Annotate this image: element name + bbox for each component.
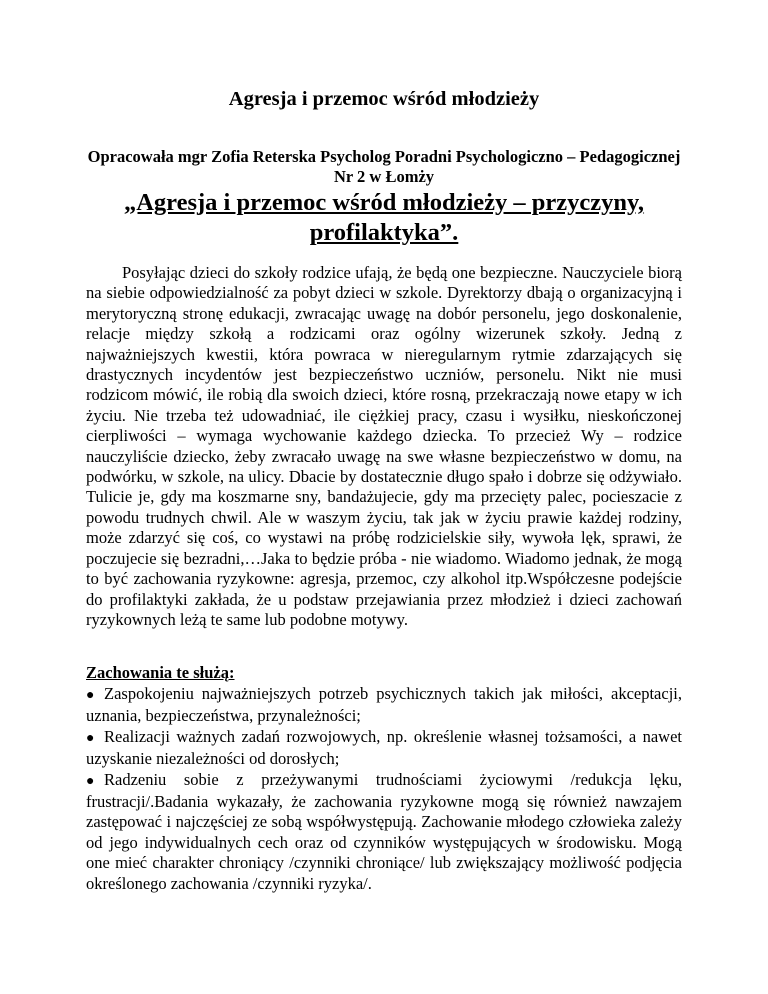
bullet-icon: ● bbox=[86, 688, 95, 703]
list-item bbox=[86, 684, 682, 727]
bullet-list bbox=[86, 684, 682, 894]
list-item-text: Radzeniu sobie z przeżywanymi trudnościami życiowymi /redukcja lęku, frustracji/.Badania wykazały, że zachowania ryzykowne mogą się również nawzajem zastępować i najczęściej ze sobą współwystępują. Zachowanie młodego człowieka zależy od jego indywidualnych cech oraz od czynników występujących w środowisku. Mogą one mieć charakter chroniący /czynniki chroniące/ lub zwiększający możliwość podjęcia określonego zachowania /czynniki ryzyka/. bbox=[86, 769, 682, 893]
intro-paragraph: Posyłając dzieci do szkoły rodzice ufają, że będą one bezpieczne. Nauczyciele biorą na siebie odpowiedzialność za pobyt dzieci w szkole. Dyrektorzy dbają o organizacyjną i merytoryczną stronę edukacji, zwracając uwagę na dobór personelu, jego doskonalenie, relacje między szkołą a rodzicami oraz ogólny wizerunek szkoły. Jedną z najważniejszych kwestii, która powraca w nieregularnym rytmie zdarzających się drastycznych incydentów jest bezpieczeństwo uczniów, personelu. Nikt nie musi rodzicom mówić, ile robią dla swoich dzieci, które rosną, przekraczają nowe etapy w ich życiu. Nie trzeba też udowadniać, ile ciężkiej pracy, czasu i wysiłku, nieskończonej cierpliwości – wymaga wychowanie każdego dziecka. To przecież Wy – rodzice nauczyliście dziecko, żeby zwracało uwagę na swe własne bezpieczeństwo w domu, na podwórku, w szkole, na ulicy. Dbacie by dostatecznie długo spało i dobrze się odżywiało. Tulicie je, gdy ma koszmarne sny, bandażujecie, gdy ma przecięty palec, pocieszacie z powodu trudnych chwil. Ale w waszym życiu, tak jak w życiu prawie każdej rodziny, może zdarzyć się coś, co wystawi na próbę rodzicielskie siły, wywoła lęk, sprawi, że poczujecie się bezradni,…Jaka to będzie próba - nie wiadomo. Wiadomo jednak, że mogą to być zachowania ryzykowne: agresja, przemoc, czy alkohol itp.Współczesne podejście do profilaktyki zakłada, że u podstaw przejawiania przez młodzież i dzieci zachowań ryzykownych leżą te same lub podobne motywy. bbox=[86, 263, 682, 629]
list-item bbox=[86, 727, 682, 770]
list-item bbox=[86, 770, 682, 894]
bullet-icon: ● bbox=[86, 730, 95, 746]
subtitle: „Agresja i przemoc wśród młodzieży – przyczyny, profilaktyka”. bbox=[123, 189, 645, 246]
section-heading: Zachowania te służą: bbox=[86, 663, 235, 682]
list-item-text: Realizacji ważnych zadań rozwojowych, np. określenie własnej tożsamości, a nawet uzyskanie niezależności od dorosłych; bbox=[86, 726, 682, 769]
bullet-icon: ● bbox=[86, 773, 95, 789]
main-title: Agresja i przemoc wśród młodzieży bbox=[228, 88, 540, 110]
author-line: Opracowała mgr Zofia Reterska Psycholog Poradni Psychologiczno – Pedagogicznej Nr 2 w Łomży bbox=[87, 147, 681, 186]
list-item-text: Zaspokojeniu najważniejszych potrzeb psychicznych takich jak miłości, akceptacji, uznania, bezpieczeństwa, przynależności; bbox=[86, 684, 682, 726]
